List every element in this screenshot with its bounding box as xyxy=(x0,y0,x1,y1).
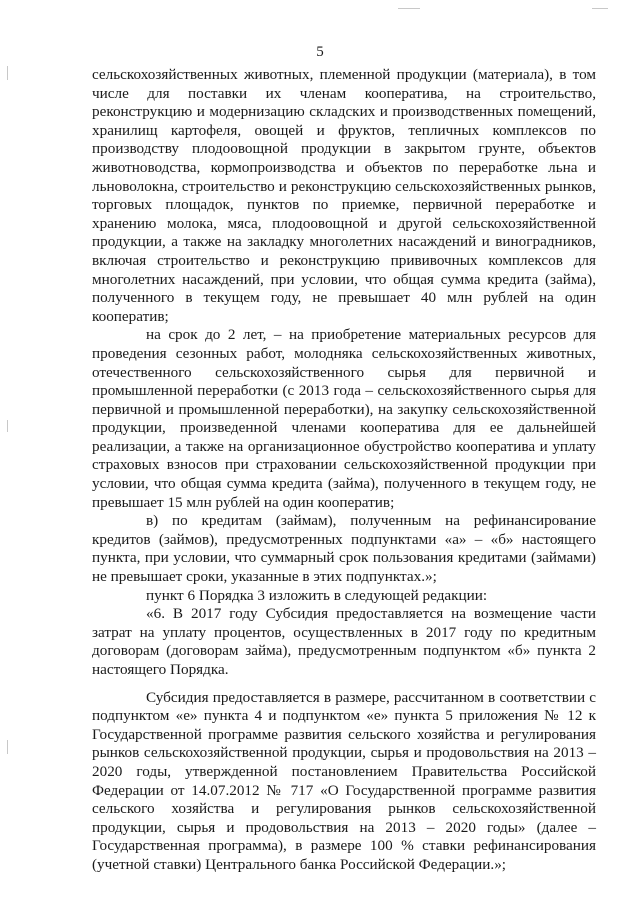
paragraph: «6. В 2017 году Субсидия предоставляется на возмещение части затрат на уплату процентов, осуществленных в 2017 году по кредитным договорам (договорам займа), предусмотренным подпунктом «б» пункта 2 настоящего Порядка. xyxy=(92,605,596,678)
scan-mark xyxy=(7,66,8,80)
scan-mark xyxy=(398,8,420,9)
paragraph: в) по кредитам (займам), полученным на рефинансирование кредитов (займов), предусмотренных подпунктами «а» – «б» настоящего пункта, при условии, что суммарный срок пользования кредитами (займами) не превышает сроки, указанные в этих подпунктах.»; xyxy=(92,512,596,586)
scan-mark xyxy=(592,8,608,9)
page-number: 5 xyxy=(316,44,324,60)
paragraph: пункт 6 Порядка 3 изложить в следующей редакции: xyxy=(146,586,488,604)
paragraph: на срок до 2 лет, – на приобретение материальных ресурсов для проведения сезонных работ, молодняка сельскохозяйственных животных, отечественного сельскохозяйственного сырья для первичной и промышленной переработки (с 2013 года – сельскохозяйственного сырья для первичной и промышленной переработки), на закупку сельскохозяйственной продукции, произведенной членами кооператива для ее дальнейшей реализации, а также на организационное обустройство кооператива и уплату страховых взносов при страховании сельскохозяйственной продукции при условии, что общая сумма кредита (займа), полученного в текущем году, не превышает 15 млн рублей на один кооператив; xyxy=(92,326,596,511)
scan-mark xyxy=(7,740,8,754)
document-body xyxy=(92,66,596,875)
scan-mark xyxy=(7,420,8,432)
paragraph: сельскохозяйственных животных, племенной продукции (материала), в том числе для поставки их членам кооператива, на строительство, реконструкцию и модернизацию складских и производственных помещений, хранилищ картофеля, овощей и фруктов, тепличных комплексов по производству плодоовощной продукции в закрытом грунте, объектов животноводства, кормопроизводства и объектов по переработке льна и льноволокна, строительство и реконструкцию сельскохозяйственных рынков, торговых площадок, пунктов по приемке, первичной переработке и хранению молока, мяса, плодоовощной и другой сельскохозяйственной продукции, а также на закладку многолетних насаждений и виноградников, включая строительство и реконструкцию прививочных комплексов для многолетних насаждений, при условии, что общая сумма кредита (займа), полученного в текущем году, не превышает 40 млн рублей на один кооператив; xyxy=(92,66,596,325)
paragraph: Субсидия предоставляется в размере, рассчитанном в соответствии с подпунктом «е» пункта 4 и подпунктом «е» пункта 5 приложения № 12 к Государственной программе развития сельского хозяйства и регулирования рынков сельскохозяйственной продукции, сырья и продовольствия на 2013 – 2020 годы, утвержденной постановлением Правительства Российской Федерации от 14.07.2012 № 717 «О Государственной программе развития сельского хозяйства и регулирования рынков сельскохозяйственной продукции, сырья и продовольствия на 2013 – 2020 годы» (далее – Государственная программа), в размере 100 % ставки рефинансирования (учетной ставки) Центрального банка Российской Федерации.»; xyxy=(92,688,596,873)
